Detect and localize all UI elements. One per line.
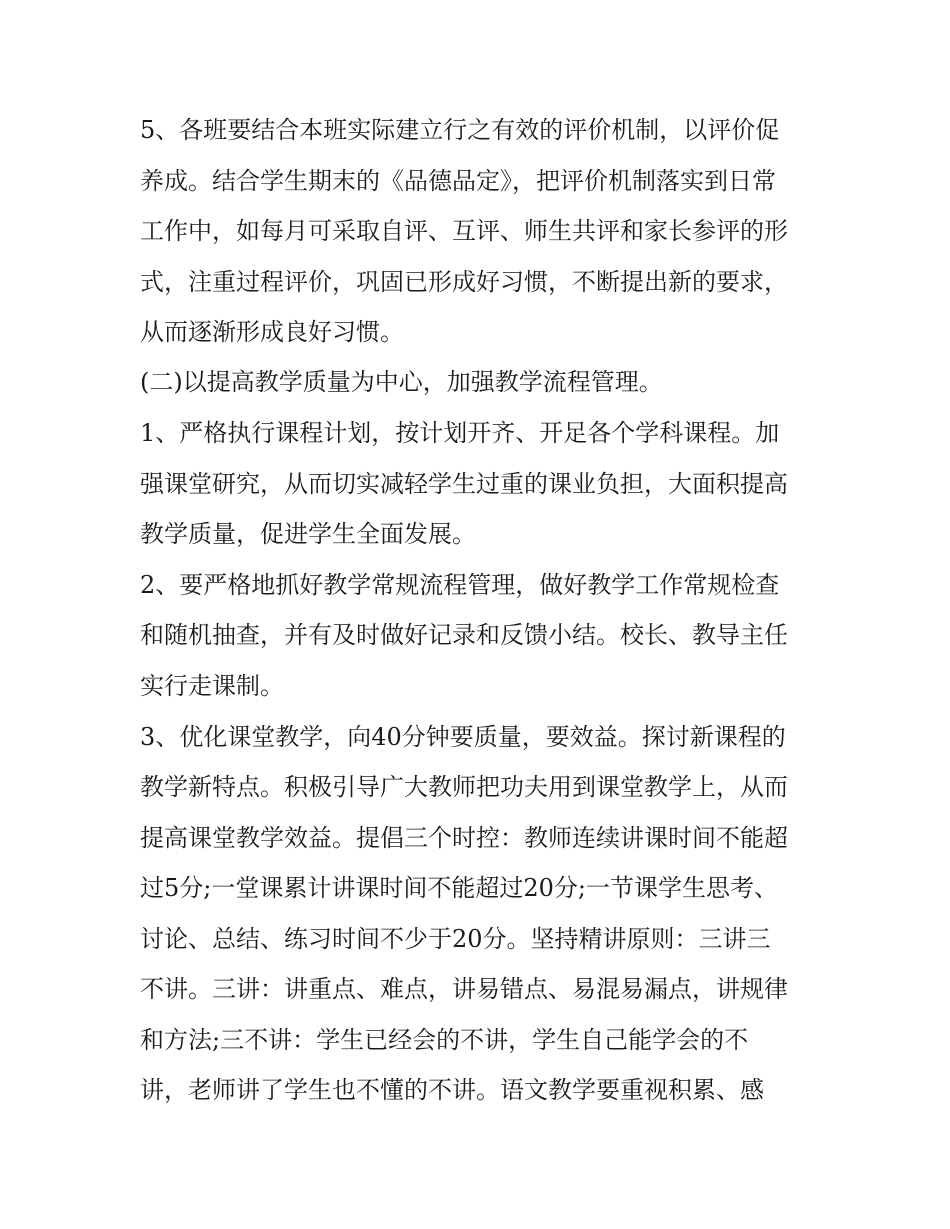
text-line: 3、优化课堂教学，向40分钟要质量，要效益。探讨新课程的 [140, 723, 786, 751]
text-line: 教学新特点。积极引导广大教师把功夫用到课堂教学上，从而 [140, 773, 788, 801]
text-line: 从而逐渐形成良好习惯。 [140, 318, 404, 346]
text-line: 2、要严格地抓好教学常规流程管理，做好教学工作常规检查 [140, 571, 780, 599]
text-line: 工作中，如每月可采取自评、互评、师生共评和家长参评的形 [140, 217, 788, 245]
text-line: 式，注重过程评价，巩固已形成好习惯，不断提出新的要求， [140, 268, 788, 296]
text-line: 1、严格执行课程计划，按计划开齐、开足各个学科课程。加 [140, 419, 780, 447]
text-line: 强课堂研究，从而切实减轻学生过重的课业负担，大面积提高 [140, 470, 788, 498]
text-line: 提高课堂教学效益。提倡三个时控：教师连续讲课时间不能超 [140, 824, 788, 852]
text-line: 和随机抽查，并有及时做好记录和反馈小结。校长、教导主任 [140, 621, 788, 649]
text-line: 不讲。三讲：讲重点、难点，讲易错点、易混易漏点，讲规律 [140, 975, 788, 1003]
text-line: 实行走课制。 [140, 672, 284, 700]
text-line: 讲，老师讲了学生也不懂的不讲。语文教学要重视积累、感 [140, 1076, 764, 1104]
section-heading: (二)以提高教学质量为中心，加强教学流程管理。 [140, 368, 663, 396]
text-line: 教学质量，促进学生全面发展。 [140, 520, 476, 548]
text-line: 讨论、总结、练习时间不少于20分。坚持精讲原则：三讲三 [140, 925, 771, 953]
text-line: 养成。结合学生期末的《品德品定》，把评价机制落实到日常 [140, 167, 776, 195]
text-line: 和方法;三不讲：学生已经会的不讲，学生自己能学会的不 [140, 1026, 749, 1054]
text-line: 5、各班要结合本班实际建立行之有效的评价机制，以评价促 [140, 116, 780, 144]
text-line: 过5分;一堂课累计讲课时间不能超过20分;一节课学生思考、 [140, 874, 778, 902]
